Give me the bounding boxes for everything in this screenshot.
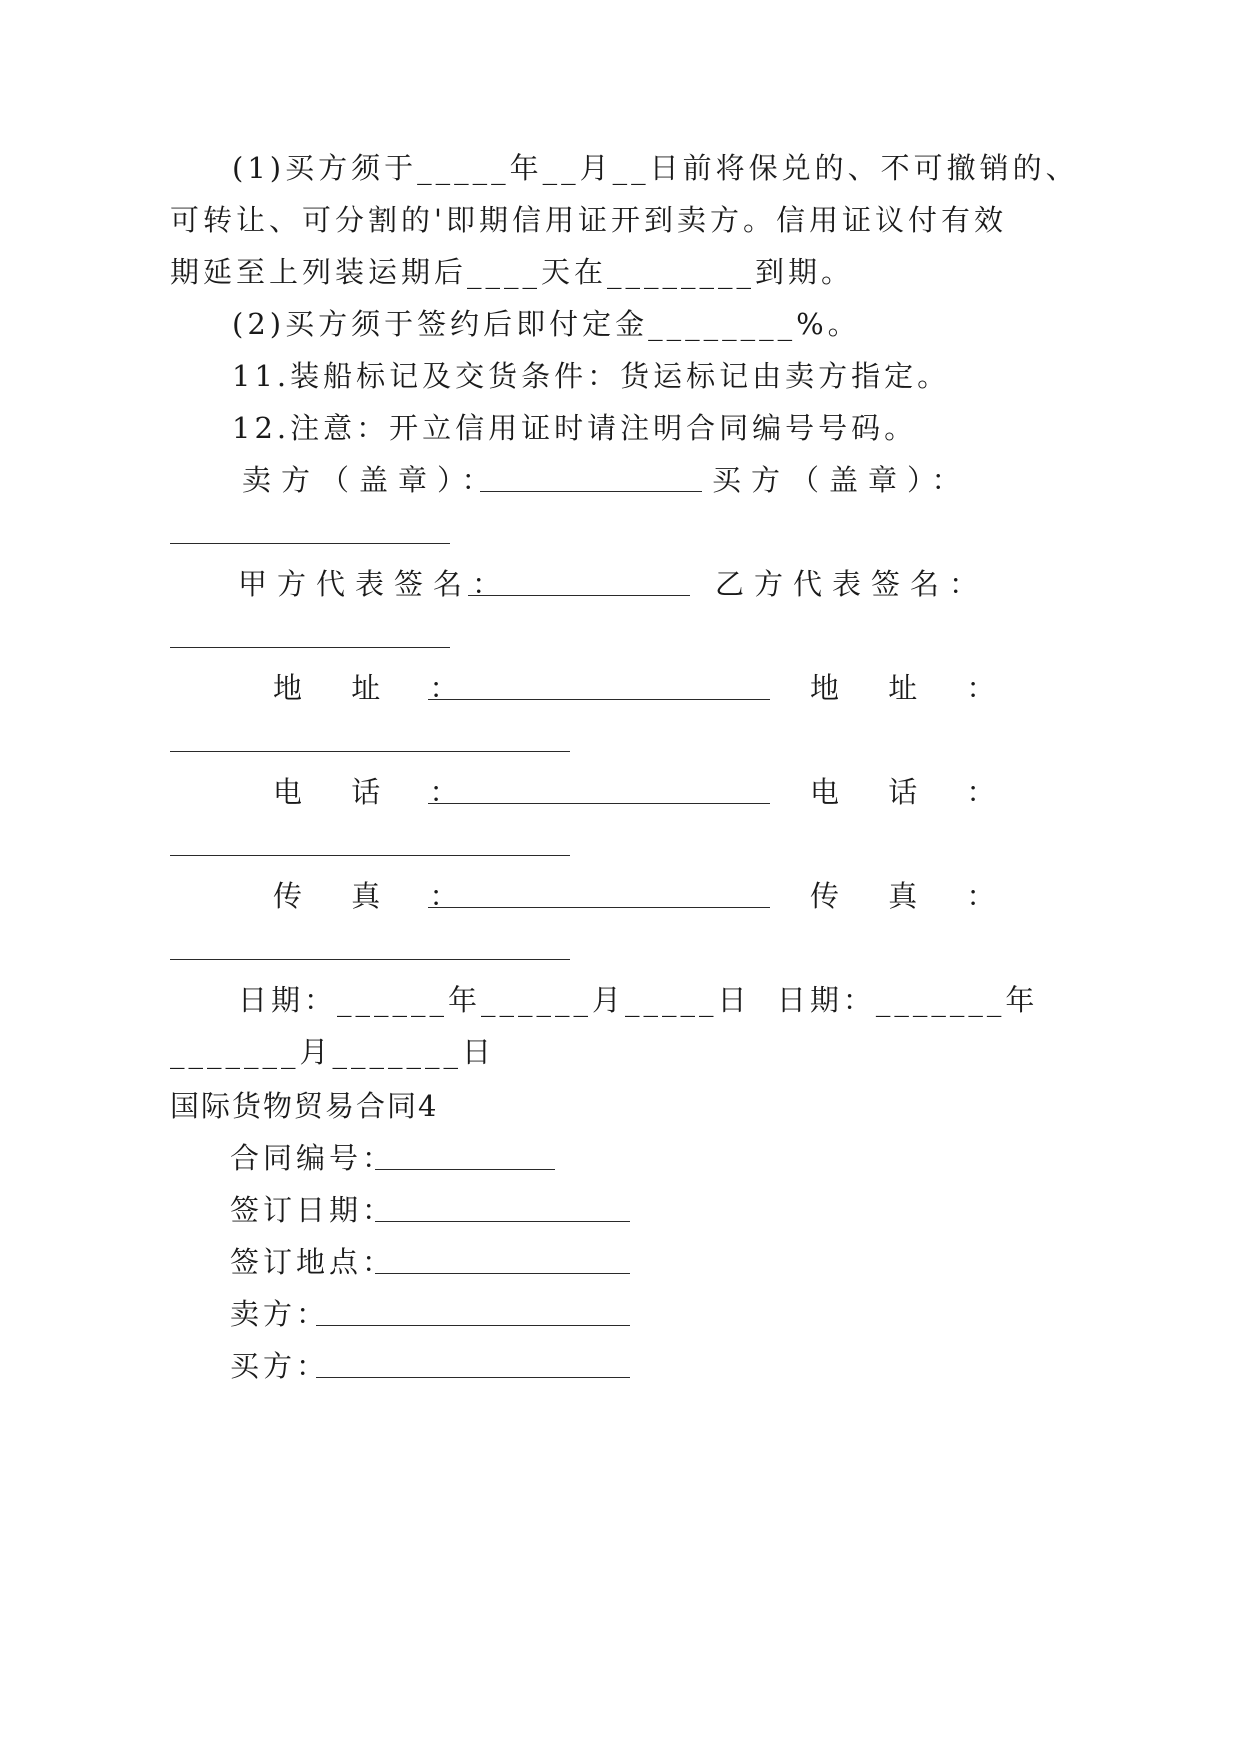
signing-place-label: 签订地点： (230, 1245, 396, 1279)
buyer-phone-blank (170, 855, 570, 856)
signing-date-label: 签订日期： (230, 1193, 396, 1227)
buyer-phone-label: 电 话 ： (810, 775, 1016, 809)
signing-place-blank (375, 1273, 630, 1274)
contract-number-blank (375, 1169, 555, 1170)
seller-seal-blank (480, 491, 702, 492)
buyer-blank (316, 1377, 630, 1378)
buyer-address-blank (170, 751, 570, 752)
seller-phone-label: 电 话 ： (273, 775, 479, 809)
seller-label: 卖方： (230, 1297, 330, 1331)
buyer-fax-label: 传 真 ： (810, 879, 1016, 913)
seller-address-blank (428, 699, 770, 700)
buyer-fax-blank (170, 959, 570, 960)
clause-10-item1-line3: 期延至上列装运期后____天在________到期。 (170, 255, 855, 289)
clause-10-item1-line1: (1)买方须于_____年__月__日前将保兑的、不可撤销的、 (232, 151, 1079, 185)
seller-seal-label: 卖方（盖章）： (242, 463, 501, 497)
clause-12: 12.注意：开立信用证时请注明合同编号号码。 (232, 411, 918, 445)
date-line-2: _______月_______日 (170, 1035, 496, 1069)
buyer-address-label: 地 址 ： (810, 671, 1016, 705)
contract-4-title: 国际货物贸易合同4 (170, 1089, 439, 1123)
seller-phone-blank (428, 803, 770, 804)
seller-blank (316, 1325, 630, 1326)
clause-11: 11.装船标记及交货条件：货运标记由卖方指定。 (232, 359, 951, 393)
party-b-sign-label: 乙方代表签名： (715, 567, 989, 601)
clause-10-item1-line2: 可转让、可分割的'即期信用证开到卖方。信用证议付有效 (170, 203, 1007, 237)
seller-address-label: 地 址 ： (273, 671, 479, 705)
buyer-seal-label: 买方（盖章）： (712, 463, 971, 497)
party-a-sign-label: 甲方代表签名： (238, 567, 512, 601)
seller-fax-blank (428, 907, 770, 908)
seller-fax-label: 传 真 ： (273, 879, 479, 913)
date-line-1: 日期：______年______月_____日 日期：_______年 (238, 983, 1039, 1017)
buyer-label: 买方： (230, 1349, 330, 1383)
clause-10-item2: (2)买方须于签约后即付定金________%。 (232, 307, 861, 341)
party-a-sign-blank (468, 595, 690, 596)
buyer-seal-blank (170, 543, 450, 544)
contract-number-label: 合同编号： (230, 1141, 396, 1175)
party-b-sign-blank (170, 647, 450, 648)
signing-date-blank (375, 1221, 630, 1222)
